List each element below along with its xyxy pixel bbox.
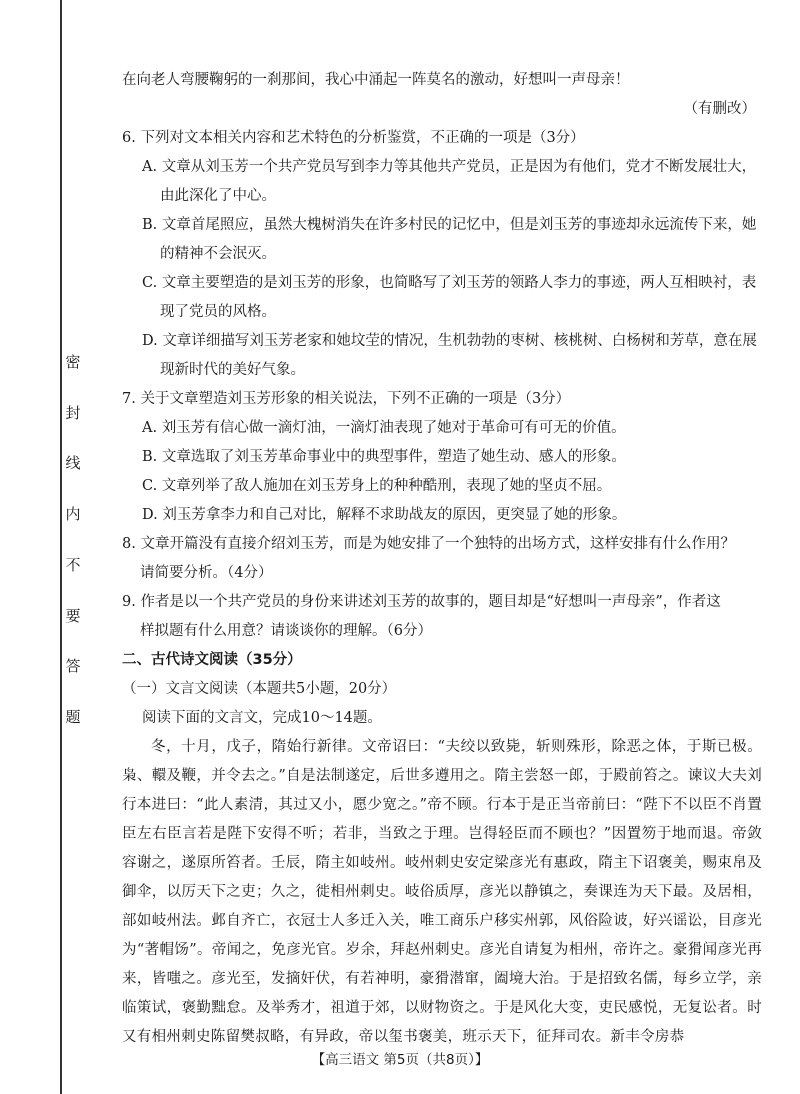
option-b: B. 文章首尾照应，虽然大槐树消失在许多村民的记忆中，但是刘玉芳的事迹却永远流传下来，她的精神不会泯灭。 <box>142 217 757 262</box>
question-stem-cont: 样拟题有什么用意？请谈谈你的理解。（6分） <box>140 623 432 639</box>
seal-char: 题 <box>65 707 81 726</box>
question-stem: 7. 关于文章塑造刘玉芳形象的相关说法，下列不正确的一项是（3分） <box>122 391 571 407</box>
question-6 <box>122 124 762 385</box>
question-stem: 6. 下列对文本相关内容和艺术特色的分析鉴赏，不正确的一项是（3分） <box>122 130 585 146</box>
question-stem: 8. 文章开篇没有直接介绍刘玉芳，而是为她安排了一个独特的出场方式，这样安排有什么作用？ <box>122 536 735 552</box>
option-a: A. 刘玉芳有信心做一滴灯油，一滴灯油表现了她对于革命可有可无的价值。 <box>142 420 626 436</box>
seal-char: 内 <box>65 505 81 524</box>
question-stem: 9. 作者是以一个共产党员的身份来讲述刘玉芳的故事的，题目却是“好想叫一声母亲”，作者这 <box>122 594 721 610</box>
seal-line-notice <box>62 355 84 725</box>
subsection-title: （一）文言文阅读（本题共5小题，20分） <box>122 681 397 697</box>
option-c: C. 文章列举了敌人施加在刘玉芳身上的种种酷刑，表现了她的坚贞不屈。 <box>142 478 612 494</box>
option-b: B. 文章选取了刘玉芳革命事业中的典型事件，塑造了她生动、感人的形象。 <box>142 449 626 465</box>
story-ending: 在向老人弯腰鞠躬的一刹那间，我心中涌起一阵莫名的激动，好想叫一声母亲！ <box>122 72 630 88</box>
exam-content <box>122 66 762 1052</box>
seal-char: 不 <box>65 555 81 574</box>
section-title: 二、古代诗文阅读（35分） <box>122 652 302 668</box>
option-c: C. 文章主要塑造的是刘玉芳的形象，也简略写了刘玉芳的领路人李力的事迹，两人互相映衬，表现了党员的风格。 <box>142 275 757 320</box>
question-stem-cont: 请简要分析。（4分） <box>140 565 273 581</box>
option-d: D. 文章详细描写刘玉芳老家和她坟茔的情况，生机勃勃的枣树、核桃树、白杨树和芳草，意在展现新时代的美好气象。 <box>142 333 757 378</box>
seal-char: 线 <box>65 454 81 473</box>
question-9 <box>122 588 762 646</box>
seal-char: 封 <box>65 403 81 422</box>
seal-char: 答 <box>65 657 81 676</box>
page-footer: 【高三语文 第5页（共8页）】 <box>311 1052 489 1068</box>
question-7 <box>122 385 762 530</box>
question-8 <box>122 530 762 588</box>
classical-passage: 冬，十月，戊子，隋始行新律。文帝诏曰：“夫绞以致毙，斩则殊形，除恶之体，于斯已极。枭、轘及鞭，并令去之。”自是法制遂定，后世多遵用之。隋主尝怒一郎，于殿前笞之。谏议大夫刘行本进曰：“此人素清，其过又小，愿少宽之。”帝不顾。行本于是正当帝前曰：“陛下不以臣不肖置臣左右臣言若是陛下安得不听；若非，当致之于理。岂得轻臣而不顾也？”因置笏于地而退。帝敛容谢之，遂原所笞者。壬辰，隋主如岐州。岐州刺史安定梁彦光有惠政，隋主下诏褒美，赐束帛及御伞，以厉天下之吏；久之，徙相州刺史。岐俗质厚，彦光以静镇之，奏课连为天下最。及居相，部如岐州法。邺自齐亡，衣冠士人多迁入关，唯工商乐户移实州郭，风俗险诐，好兴谣讼，目彦光为“著帽饧”。帝闻之，免彦光官。岁余，拜赵州刺史。彦光自请复为相州，帝许之。豪猾闻彦光再来，皆嗤之。彦光至，发摘奸伏，有若神明，豪猾潜窜，阖境大治。于是招致名儒，每乡立学，亲临策试，褒勤黜怠。及举秀才，祖道于郊，以财物资之。于是风化大变，吏民感悦，无复讼者。时又有相州刺史陈留樊叔略，有异政，帝以玺书褒美，班示天下，征拜司农。新丰令房恭 <box>122 739 762 1045</box>
option-d: D. 刘玉芳拿李力和自己对比，解释不求助战友的原因，更突显了她的形象。 <box>142 507 627 523</box>
seal-char: 要 <box>65 606 81 625</box>
option-a: A. 文章从刘玉芳一个共产党员写到李力等其他共产党员，正是因为有他们，党才不断发展壮大，由此深化了中心。 <box>142 159 757 204</box>
source-note: （有删改） <box>683 101 756 117</box>
reading-instruction: 阅读下面的文言文，完成10～14题。 <box>142 710 382 726</box>
seal-char: 密 <box>65 353 81 371</box>
